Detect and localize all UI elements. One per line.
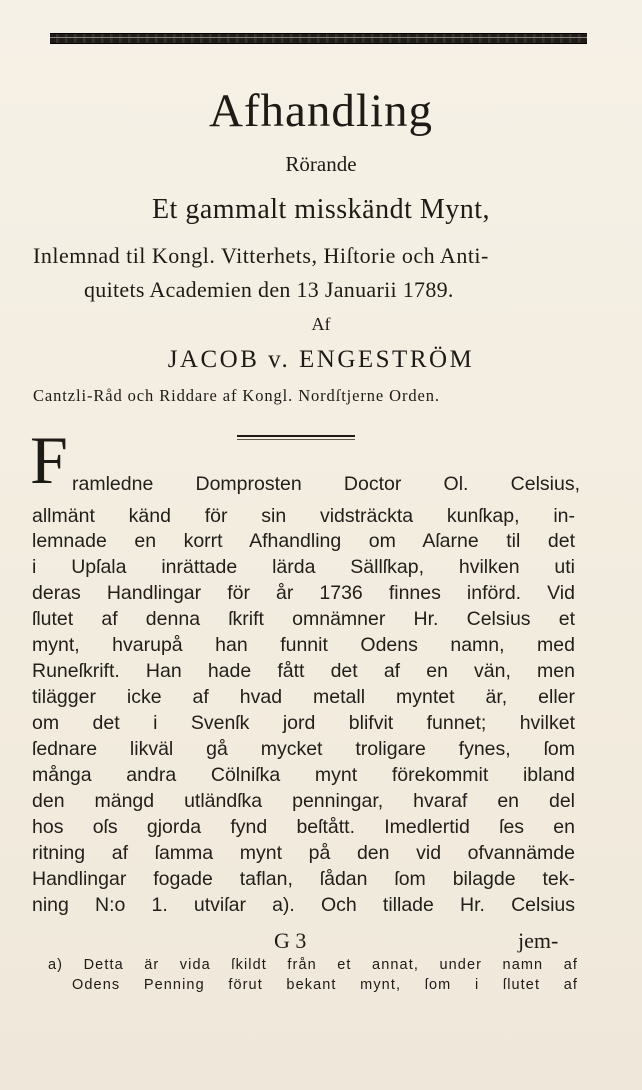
body-line: tilägger icke af hvad metall myntet är, eller bbox=[32, 686, 575, 708]
submitted-line-1: Inlemnad til Kongl. Vitterhets, Hiſtorie och Anti- bbox=[33, 243, 489, 268]
author-name: JACOB v. ENGESTRÖM bbox=[167, 346, 475, 373]
body-line: mynt, hvarupå han funnit Odens namn, med bbox=[32, 634, 575, 656]
body-line: om det i Svenſk jord blifvit funnet; hvilket bbox=[32, 712, 575, 734]
body-line: ramledne Domprosten Doctor Ol. Celsius, bbox=[72, 473, 580, 495]
page-title: Afhandling bbox=[208, 85, 434, 137]
section-divider bbox=[237, 435, 355, 437]
body-line: Handlingar fogade taflan, ſådan ſom bilagde tek- bbox=[32, 868, 575, 890]
catchword: jem- bbox=[518, 928, 559, 953]
body-line: många andra Cölniſka mynt förekommit ibland bbox=[32, 764, 575, 786]
body-line: deras Handlingar för år 1736 finnes införd. Vid bbox=[32, 582, 575, 604]
top-ornamental-rule bbox=[50, 33, 587, 44]
body-line: ning N:o 1. utviſar a). Och tillade Hr. Celsius bbox=[32, 894, 575, 916]
author-title: Cantzli-Råd och Riddare af Kongl. Nordſtjerne Orden. bbox=[33, 386, 440, 405]
body-line: den mängd utländſka penningar, hvaraf en del bbox=[32, 790, 575, 812]
drop-cap: F bbox=[30, 422, 68, 498]
footnote-line-1: a) Detta är vida ſkildt från et annat, under namn af bbox=[48, 957, 578, 973]
body-line: hos oſs gjorda fynd beſtått. Imedlertid ſes en bbox=[32, 816, 575, 838]
submitted-line-2: quitets Academien den 13 Januarii 1789. bbox=[84, 277, 454, 302]
body-line: i Upſala inrättade lärda Sällſkap, hvilken uti bbox=[32, 556, 575, 578]
body-line: Runeſkrift. Han hade fått det af en vän, men bbox=[32, 660, 575, 682]
body-line: ritning af ſamma mynt på den vid ofvannämde bbox=[32, 842, 575, 864]
body-line: lemnade en korrt Afhandling om Aſarne til det bbox=[32, 530, 575, 552]
body-line: ſlutet af denna ſkrift omnämner Hr. Celsius et bbox=[32, 608, 575, 630]
body-line: ſednare likväl gå mycket troligare fynes, ſom bbox=[32, 738, 575, 760]
body-line: allmänt känd för sin vidsträckta kunſkap, in- bbox=[32, 505, 575, 527]
subtitle: Rörande bbox=[285, 152, 357, 176]
footnote-line-2: Odens Penning förut bekant mynt, ſom i ſlutet af bbox=[72, 977, 578, 993]
signature-mark: G 3 bbox=[274, 928, 307, 953]
subject-line: Et gammalt misskändt Mynt, bbox=[151, 194, 491, 225]
by-line: Af bbox=[311, 314, 331, 334]
